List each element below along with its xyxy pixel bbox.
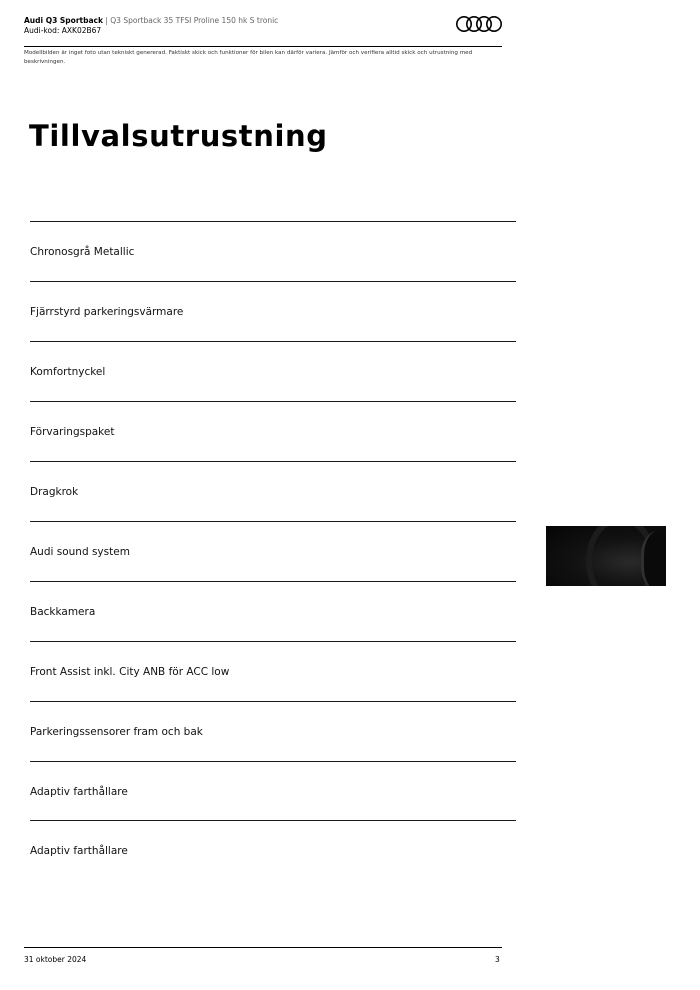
- page-title: Tillvalsutrustning: [29, 119, 328, 153]
- audi-rings-logo: [455, 15, 503, 33]
- disclaimer-text: Modellbilden är inget foto utan tekniskt genererad. Faktiskt skick och funktioner för bilen kan därför variera. Jämför och verifiera alltid skick och utrustning med beskrivningen.: [24, 50, 473, 65]
- document-header: [24, 16, 502, 36]
- option-row: [30, 581, 516, 641]
- footer-divider: [24, 947, 502, 948]
- option-label: Komfortnyckel: [30, 366, 106, 378]
- option-row: [30, 521, 516, 581]
- option-row: [30, 401, 516, 461]
- option-row: [30, 761, 516, 821]
- option-row: [30, 701, 516, 761]
- option-label: Audi sound system: [30, 546, 130, 558]
- option-label: Chronosgrå Metallic: [30, 246, 135, 258]
- options-list: [30, 221, 516, 881]
- option-label: Front Assist inkl. City ANB för ACC low: [30, 666, 230, 678]
- option-label: Adaptiv farthållare: [30, 786, 128, 798]
- option-row: [30, 461, 516, 521]
- header-divider: [24, 46, 502, 47]
- option-label: Adaptiv farthållare: [30, 845, 128, 857]
- option-row: [30, 641, 516, 701]
- header-model-line: [24, 16, 502, 26]
- header-separator: |: [102, 16, 111, 25]
- model-name: Audi Q3 Sportback: [24, 16, 103, 25]
- option-row: [30, 341, 516, 401]
- option-label: Dragkrok: [30, 486, 79, 498]
- image-detail-shadow: [641, 531, 666, 586]
- audi-code: Audi-kod: AXK02B67: [24, 26, 102, 35]
- option-row: [30, 221, 516, 281]
- option-label: Backkamera: [30, 606, 96, 618]
- option-label: Parkeringssensorer fram och bak: [30, 726, 203, 738]
- car-interior-image: [546, 526, 666, 586]
- option-label: Förvaringspaket: [30, 426, 115, 438]
- page-number: 3: [495, 955, 500, 964]
- option-row: [30, 821, 516, 881]
- footer-date: 31 oktober 2024: [24, 955, 87, 964]
- variant-name: Q3 Sportback 35 TFSI Proline 150 hk S tronic: [110, 16, 279, 25]
- option-label: Fjärrstyrd parkeringsvärmare: [30, 306, 184, 318]
- option-row: [30, 281, 516, 341]
